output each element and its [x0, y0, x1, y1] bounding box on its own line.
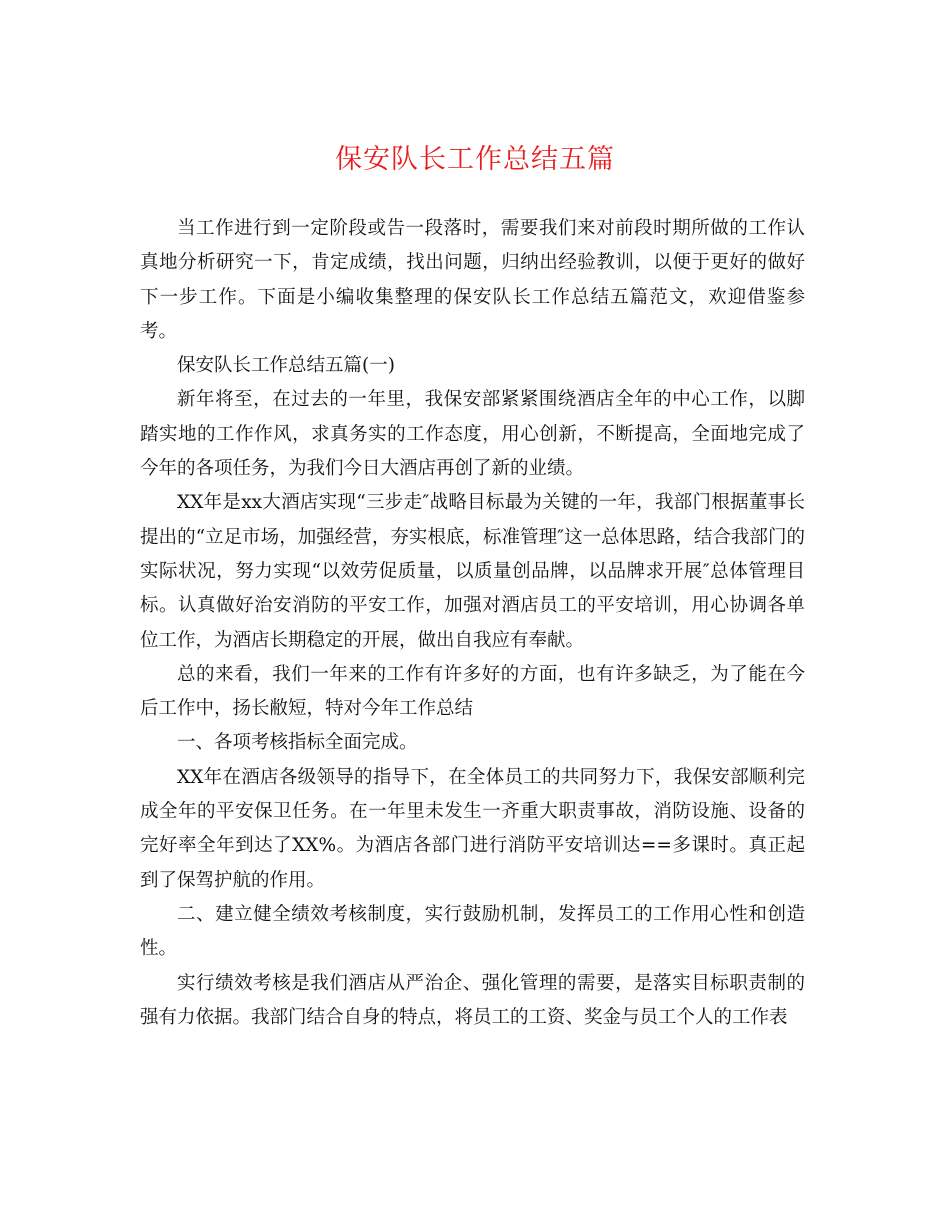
intro-paragraph: 当工作进行到一定阶段或告一段落时，需要我们来对前段时期所做的工作认真地分析研究一下，肯定成绩，找出问题，归纳出经验教训，以便于更好的做好下一步工作。下面是小编收集整理的保安队长工作总结五篇范文，欢迎借鉴参考。 [140, 218, 805, 342]
body-paragraph: 新年将至，在过去的一年里，我保安部紧紧围绕酒店全年的中心工作，以脚踏实地的工作作风，求真务实的工作态度，用心创新，不断提高，全面地完成了今年的各项任务，为我们今日大酒店再创了新的业绩。 [140, 389, 805, 480]
document-body [140, 212, 805, 1035]
body-paragraph: XX年是xx大酒店实现“三步走″战略目标最为关键的一年，我部门根据董事长提出的“立足市场，加强经营，夯实根底，标准管理″这一总体思路，结合我部门的实际状况，努力实现“以效劳促质量，以质量创品牌，以品牌求开展″总体管理目标。认真做好治安消防的平安工作，加强对酒店员工的平安培训，用心协调各单位工作，为酒店长期稳定的开展，做出自我应有奉献。 [140, 492, 805, 651]
body-paragraph: 实行绩效考核是我们酒店从严治企、强化管理的需要，是落实目标职责制的强有力依据。我部门结合自身的特点，将员工的工资、奖金与员工个人的工作表 [140, 972, 805, 1028]
document-title: 保安队长工作总结五篇 [335, 144, 615, 175]
body-paragraph: 总的来看，我们一年来的工作有许多好的方面，也有许多缺乏，为了能在今后工作中，扬长敝短，特对今年工作总结 [140, 663, 805, 720]
subsection-heading: 一、各项考核指标全面完成。 [177, 732, 418, 754]
subsection-heading: 二、建立健全绩效考核制度，实行鼓励机制，发挥员工的工作用心性和创造性。 [140, 903, 805, 960]
body-paragraph: XX年在酒店各级领导的指导下，在全体员工的共同努力下，我保安部顺利完成全年的平安保卫任务。在一年里未发生一齐重大职责事故，消防设施、设备的完好率全年到达了XX%。为酒店各部门进行消防平安培训达==多课时。真正起到了保驾护航的作用。 [140, 766, 805, 891]
section-heading: 保安队长工作总结五篇(一) [177, 355, 395, 377]
